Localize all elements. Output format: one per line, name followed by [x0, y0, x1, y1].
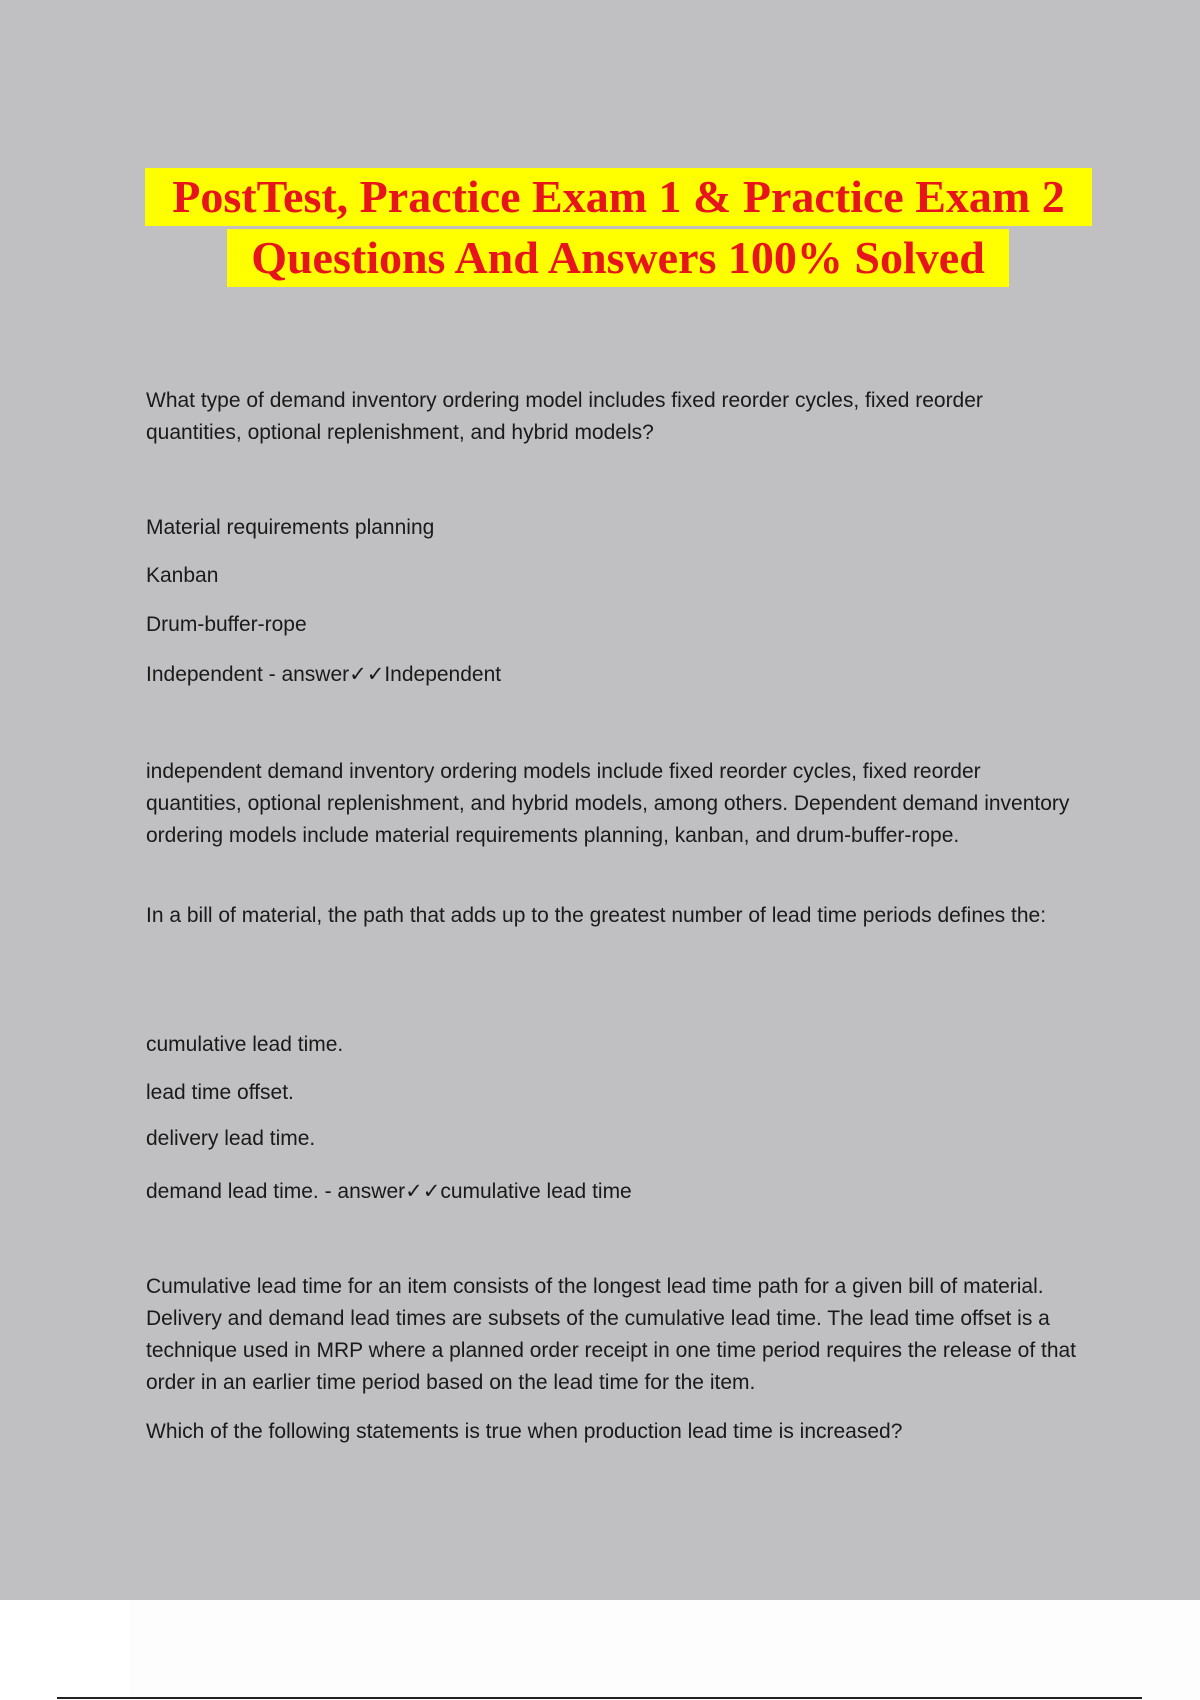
answer-explanation: Cumulative lead time for an item consists of the longest lead time path for a given bill of material. Delivery and demand lead times are subsets of the cumulative lead time. The lead time offset is a technique used in MRP where a planned order receipt in one time period requires the release of that order in an earlier time period based on the lead time for the item.	[146, 1275, 1077, 1394]
answer-option: delivery lead time.	[146, 1127, 316, 1150]
answer-option: cumulative lead time.	[146, 1033, 344, 1056]
question-text: Which of the following statements is true when production lead time is increased?	[146, 1420, 903, 1443]
question-text: What type of demand inventory ordering model includes fixed reorder cycles, fixed reorder quantities, optional replenishment, and hybrid models?	[146, 389, 983, 444]
page-footer-area	[0, 1600, 1200, 1700]
answer-option: lead time offset.	[146, 1081, 294, 1104]
answer-option: Kanban	[146, 564, 219, 587]
answer-option: Material requirements planning	[146, 516, 435, 539]
footer-shade	[130, 1600, 1200, 1700]
answer-option-correct: demand lead time. - answer✓✓cumulative lead time	[146, 1180, 632, 1203]
footer-divider	[57, 1697, 1142, 1699]
answer-option-correct: Independent - answer✓✓Independent	[146, 663, 502, 686]
title-line-2: Questions And Answers 100% Solved	[227, 229, 1009, 287]
answer-explanation: independent demand inventory ordering models include fixed reorder cycles, fixed reorder quantities, optional replenishment, and hybrid models, among others. Dependent demand inventory ordering models include material requirements planning, kanban, and drum-buffer-rope.	[146, 760, 1070, 847]
question-text: In a bill of material, the path that adds up to the greatest number of lead time periods defines the:	[146, 904, 1047, 927]
answer-option: Drum-buffer-rope	[146, 613, 307, 636]
title-line-1: PostTest, Practice Exam 1 & Practice Exam 2	[145, 168, 1092, 226]
